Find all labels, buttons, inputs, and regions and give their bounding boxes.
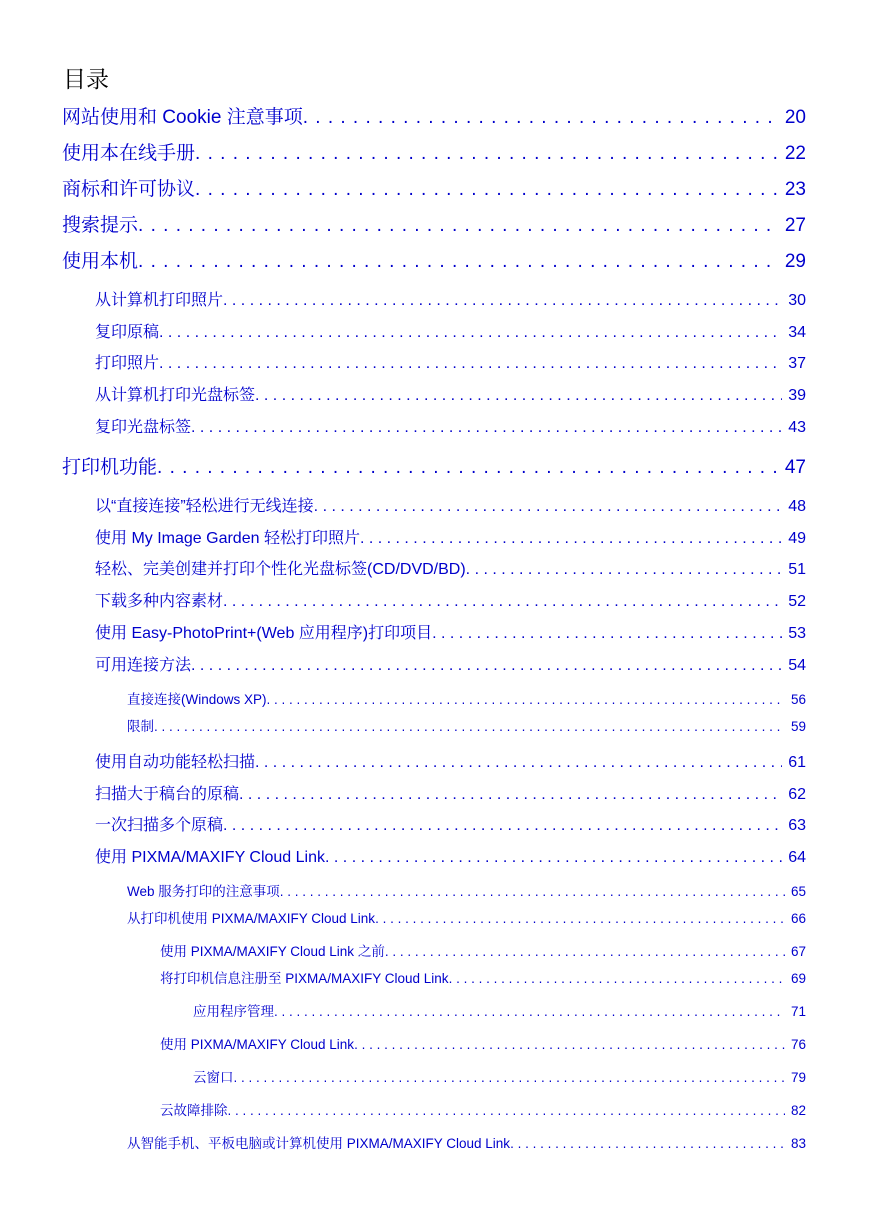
toc-page-number: 30 xyxy=(788,292,806,309)
leader-dots xyxy=(154,718,785,736)
toc-entry[interactable] xyxy=(127,1135,806,1153)
toc-entry[interactable] xyxy=(95,322,806,344)
toc-entry[interactable] xyxy=(193,1069,806,1087)
toc-entry[interactable] xyxy=(95,353,806,375)
toc-page-number: 29 xyxy=(784,251,806,272)
toc-entry-label: 限制 xyxy=(127,719,154,734)
leader-dots xyxy=(159,353,782,375)
toc-entry-label: 使用 PIXMA/MAXIFY Cloud Link xyxy=(95,849,326,866)
leader-dots xyxy=(195,141,779,167)
toc-entry[interactable] xyxy=(160,1102,806,1120)
toc-entry[interactable] xyxy=(62,105,806,131)
leader-dots xyxy=(274,1003,785,1021)
toc-entry[interactable] xyxy=(62,141,806,167)
toc-entry[interactable] xyxy=(95,623,806,645)
toc-entry[interactable] xyxy=(160,970,806,988)
toc-entry-label: 复印光盘标签 xyxy=(95,419,192,436)
toc-entry-label: 从打印机使用 PIXMA/MAXIFY Cloud Link xyxy=(127,911,376,926)
toc-entry[interactable] xyxy=(95,655,806,677)
toc-page-number: 76 xyxy=(790,1037,806,1052)
leader-dots xyxy=(157,455,779,481)
toc-page-number: 51 xyxy=(788,561,806,578)
toc-entry[interactable] xyxy=(62,213,806,239)
toc-page-number: 69 xyxy=(790,971,806,986)
leader-dots xyxy=(375,910,785,928)
leader-dots xyxy=(223,815,782,837)
toc-entry-label: 从计算机打印光盘标签 xyxy=(95,387,256,404)
toc-entry-label: 下载多种内容素材 xyxy=(95,593,224,610)
toc-entry-label: 使用本在线手册 xyxy=(62,143,196,164)
toc-entry[interactable] xyxy=(127,718,806,736)
leader-dots xyxy=(466,559,783,581)
toc-entry[interactable] xyxy=(62,177,806,203)
leader-dots xyxy=(223,591,782,613)
toc-page-number: 27 xyxy=(784,215,806,236)
toc-page-number: 43 xyxy=(788,419,806,436)
toc-entry-label: 复印原稿 xyxy=(95,324,160,341)
toc-page-number: 67 xyxy=(790,944,806,959)
toc-entry-label: 轻松、完美创建并打印个性化光盘标签(CD/DVD/BD) xyxy=(95,561,466,578)
toc-page-number: 61 xyxy=(788,754,806,771)
toc-entry-label: Web 服务打印的注意事项 xyxy=(127,884,280,899)
toc-page-number: 20 xyxy=(784,107,806,128)
toc-page-number: 52 xyxy=(788,593,806,610)
toc-page-number: 65 xyxy=(790,884,806,899)
leader-dots xyxy=(303,105,779,131)
toc-entry[interactable] xyxy=(95,417,806,439)
leader-dots xyxy=(255,752,782,774)
toc-page-number: 48 xyxy=(788,498,806,515)
leader-dots xyxy=(280,883,785,901)
toc-entry-label: 打印照片 xyxy=(95,355,160,372)
page-title: 目录 xyxy=(63,66,109,92)
toc-entry[interactable] xyxy=(95,290,806,312)
leader-dots xyxy=(314,496,783,518)
toc-entry-label: 搜索提示 xyxy=(62,215,139,236)
toc-entry[interactable] xyxy=(95,591,806,613)
toc-entry[interactable] xyxy=(127,910,806,928)
toc-entry-label: 使用 My Image Garden 轻松打印照片 xyxy=(95,530,360,547)
toc-entry[interactable] xyxy=(95,815,806,837)
leader-dots xyxy=(385,943,785,961)
toc-entry-label: 一次扫描多个原稿 xyxy=(95,817,224,834)
leader-dots xyxy=(432,623,782,645)
toc-entry-label: 应用程序管理 xyxy=(193,1004,274,1019)
toc-entry[interactable] xyxy=(62,455,806,481)
toc-entry[interactable] xyxy=(193,1003,806,1021)
toc-entry-label: 可用连接方法 xyxy=(95,657,192,674)
toc-entry-label: 扫描大于稿台的原稿 xyxy=(95,786,240,803)
toc-page-number: 54 xyxy=(788,657,806,674)
toc-entry[interactable] xyxy=(95,528,806,550)
leader-dots xyxy=(360,528,782,550)
toc-entry-label: 使用 PIXMA/MAXIFY Cloud Link 之前 xyxy=(160,944,385,959)
toc-page-number: 71 xyxy=(790,1004,806,1019)
toc-page-number: 83 xyxy=(790,1136,806,1151)
toc-page-number: 64 xyxy=(788,849,806,866)
leader-dots xyxy=(159,322,782,344)
toc-page-number: 79 xyxy=(790,1070,806,1085)
toc-entry[interactable] xyxy=(160,943,806,961)
toc-page-number: 37 xyxy=(788,355,806,372)
toc-page-number: 63 xyxy=(788,817,806,834)
leader-dots xyxy=(195,177,779,203)
toc-entry[interactable] xyxy=(95,496,806,518)
toc-page-number: 49 xyxy=(788,530,806,547)
toc-entry-label: 直接连接(Windows XP) xyxy=(127,692,267,707)
leader-dots xyxy=(234,1069,785,1087)
leader-dots xyxy=(138,249,779,275)
toc-entry[interactable] xyxy=(95,752,806,774)
leader-dots xyxy=(223,290,782,312)
toc-page-number: 47 xyxy=(784,457,806,478)
leader-dots xyxy=(191,655,782,677)
toc-entry[interactable] xyxy=(95,559,806,581)
toc-page-number: 56 xyxy=(790,692,806,707)
toc-page-number: 82 xyxy=(790,1103,806,1118)
leader-dots xyxy=(228,1102,785,1120)
toc-entry-label: 云故障排除 xyxy=(160,1103,228,1118)
toc-entry-label: 商标和许可协议 xyxy=(62,179,196,200)
toc-page-number: 66 xyxy=(790,911,806,926)
toc-entry-label: 使用 Easy-PhotoPrint+(Web 应用程序)打印项目 xyxy=(95,625,433,642)
toc-page-number: 22 xyxy=(784,143,806,164)
toc-entry[interactable] xyxy=(127,691,806,709)
leader-dots xyxy=(354,1036,785,1054)
toc-entry[interactable] xyxy=(95,385,806,407)
toc-entry-label: 将打印机信息注册至 PIXMA/MAXIFY Cloud Link xyxy=(160,971,449,986)
leader-dots xyxy=(267,691,785,709)
toc-entry-label: 以“直接连接”轻松进行无线连接 xyxy=(95,498,314,515)
toc-entry-label: 使用 PIXMA/MAXIFY Cloud Link xyxy=(160,1037,355,1052)
toc-entry[interactable] xyxy=(62,249,806,275)
toc-page-number: 53 xyxy=(788,625,806,642)
leader-dots xyxy=(138,213,779,239)
toc-page-number: 39 xyxy=(788,387,806,404)
toc-entry-label: 从计算机打印照片 xyxy=(95,292,224,309)
leader-dots xyxy=(255,385,782,407)
leader-dots xyxy=(239,784,782,806)
toc-page-number: 62 xyxy=(788,786,806,803)
toc-entry[interactable] xyxy=(127,883,806,901)
leader-dots xyxy=(191,417,782,439)
toc-entry-label: 打印机功能 xyxy=(62,457,158,478)
toc-entry-label: 从智能手机、平板电脑或计算机使用 PIXMA/MAXIFY Cloud Link xyxy=(127,1136,511,1151)
toc-entry-label: 使用本机 xyxy=(62,251,139,272)
toc-entry[interactable] xyxy=(95,784,806,806)
leader-dots xyxy=(510,1135,785,1153)
toc-entry-label: 使用自动功能轻松扫描 xyxy=(95,754,256,771)
toc-page-number: 23 xyxy=(784,179,806,200)
leader-dots xyxy=(325,847,782,869)
toc-entry-label: 云窗口 xyxy=(193,1070,234,1085)
toc-entry-label: 网站使用和 Cookie 注意事项 xyxy=(62,107,303,128)
toc-page-number: 34 xyxy=(788,324,806,341)
leader-dots xyxy=(449,970,785,988)
toc-entry[interactable] xyxy=(95,847,806,869)
toc-entry[interactable] xyxy=(160,1036,806,1054)
toc-page-number: 59 xyxy=(790,719,806,734)
